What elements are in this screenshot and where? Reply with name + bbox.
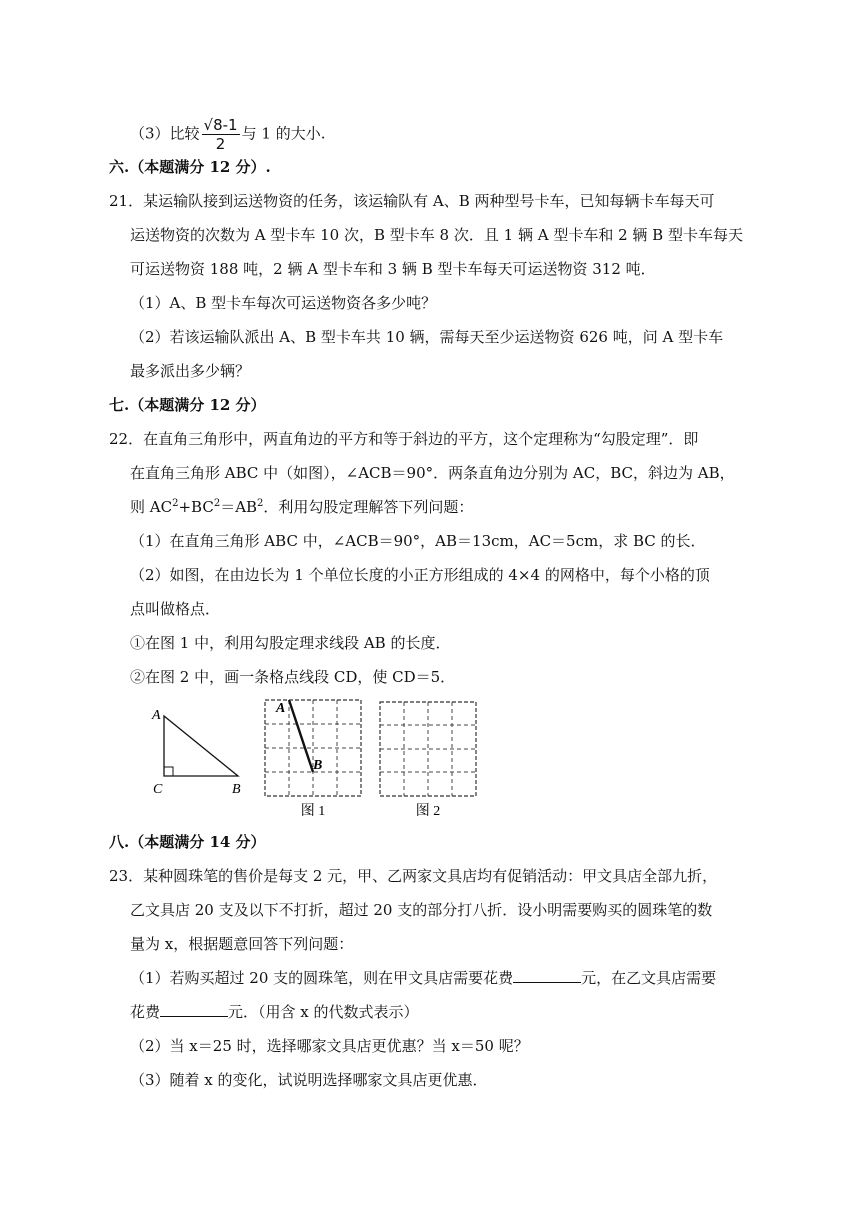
- triangle-label-a: A: [152, 708, 161, 723]
- q22-part2-line-1: （2）如图，在由边长为 1 个单位长度的小正方形组成的 4×4 的网格中，每个小格的顶: [130, 566, 710, 584]
- q21-line-1: 21．某运输队接到运送物资的任务，该运输队有 A、B 两种型号卡车，已知每辆卡车每天可: [109, 192, 715, 210]
- q23-line-2: 乙文具店 20 支及以下不打折，超过 20 支的部分打八折．设小明需要购买的圆珠笔的数: [130, 901, 713, 919]
- q23-part2: （2）当 x＝25 时，选择哪家文具店更优惠？当 x＝50 呢？: [130, 1037, 529, 1055]
- q23-part1-text: （1）若购买超过 20 支的圆珠笔，则在甲文具店需要花费: [130, 969, 514, 987]
- fraction: [202, 116, 240, 153]
- q22-part2-line-2: 点叫做格点．: [130, 600, 221, 618]
- q23-line-3: 量为 x，根据题意回答下列问题：: [130, 935, 354, 953]
- triangle-label-c: C: [153, 782, 163, 797]
- section-six-heading: 六.（本题满分 12 分）.: [109, 158, 271, 176]
- answer-blank-2[interactable]: [160, 1002, 228, 1017]
- q21-line-2: 运送物资的次数为 A 型卡车 10 次，B 型卡车 8 次．且 1 辆 A 型卡车和 2 辆 B 型卡车每天: [130, 226, 743, 244]
- right-triangle-figure: [151, 708, 241, 797]
- q22-line-1: 22．在直角三角形中，两直角边的平方和等于斜边的平方，这个定理称为“勾股定理”．即: [109, 430, 699, 448]
- superscript: 2: [213, 498, 221, 509]
- grid-1-label-a: A: [276, 701, 286, 716]
- grid-1-caption: 图 1: [300, 804, 326, 819]
- q22-line-3: [130, 497, 473, 517]
- superscript: 2: [257, 498, 264, 509]
- q23-part1-line-2: [130, 1002, 419, 1022]
- q22-text: ＝AB: [220, 498, 258, 516]
- q20-part3-suffix: 与 1 的大小.: [241, 124, 326, 143]
- q21-part1: （1）A、B 型卡车每次可运送物资各多少吨？: [130, 294, 437, 312]
- q23-part1-text: 元．（用含 x 的代数式表示）: [228, 1003, 419, 1021]
- grid-figure-1: [265, 700, 361, 819]
- q23-part1-text: 元，在乙文具店需要: [581, 969, 717, 987]
- fraction-numerator: √8-1: [203, 116, 238, 134]
- q20-part3: [130, 116, 325, 153]
- q22-part2-item-1: ①在图 1 中，利用勾股定理求线段 AB 的长度．: [130, 634, 451, 652]
- q23-part3: （3）随着 x 的变化，试说明选择哪家文具店更优惠．: [130, 1071, 488, 1089]
- section-seven-heading: 七.（本题满分 12 分）: [109, 396, 266, 414]
- segment-ab: [289, 700, 313, 772]
- right-angle-mark: [164, 767, 173, 776]
- triangle-abc: [164, 716, 238, 776]
- grid-1-label-b: B: [313, 758, 323, 773]
- q21-part2-line-2: 最多派出多少辆？: [130, 362, 251, 380]
- grid-2-caption: 图 2: [415, 804, 441, 819]
- q22-text: 则 AC: [130, 498, 173, 516]
- q21-line-3: 可运送物资 188 吨，2 辆 A 型卡车和 3 辆 B 型卡车每天可运送物资 312 吨．: [130, 260, 656, 278]
- q21-part2-line-1: （2）若该运输队派出 A、B 型卡车共 10 辆，需每天至少运送物资 626 吨，问 A 型卡车: [130, 328, 724, 346]
- q23-line-1: 23．某种圆珠笔的售价是每支 2 元，甲、乙两家文具店均有促销活动：甲文具店全部九折，: [109, 867, 718, 885]
- fraction-denominator: 2: [215, 135, 226, 153]
- q22-figures: [140, 694, 500, 820]
- triangle-label-b: B: [232, 782, 241, 797]
- q23-part1-line-1: [130, 968, 716, 988]
- answer-blank-1[interactable]: [513, 968, 581, 983]
- q22-part1: （1）在直角三角形 ABC 中，∠ACB＝90°，AB＝13cm，AC＝5cm，求 BC 的长．: [130, 532, 706, 550]
- q22-part2-item-2: ②在图 2 中，画一条格点线段 CD，使 CD＝5．: [130, 668, 456, 686]
- q23-part1-text: 花费: [130, 1003, 161, 1021]
- grid-figure-2: [380, 702, 476, 819]
- q22-text: +BC: [178, 498, 214, 516]
- q22-text: ．利用勾股定理解答下列问题：: [263, 498, 474, 516]
- superscript: 2: [172, 498, 179, 509]
- section-eight-heading: 八.（本题满分 14 分）: [109, 833, 266, 851]
- q20-part3-prefix: （3）比较: [130, 124, 200, 143]
- q22-line-2: 在直角三角形 ABC 中（如图），∠ACB＝90°．两条直角边分别为 AC，BC，斜边为 AB，: [130, 464, 735, 482]
